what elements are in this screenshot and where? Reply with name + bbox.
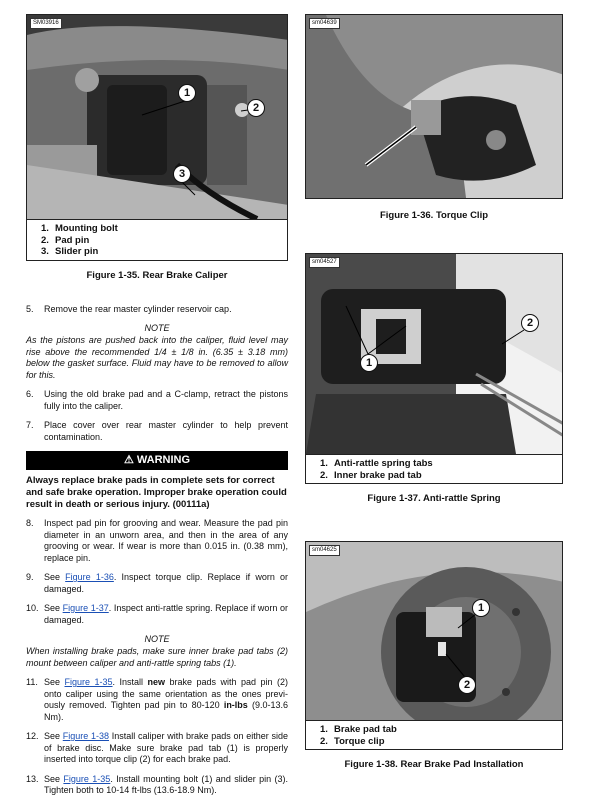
callout-1: 1 [472,599,490,617]
figure-1-38-link[interactable]: Figure 1-38 [62,731,110,741]
figure-legend [305,721,563,750]
rear-brake-pad-illustration [306,542,563,720]
anti-rattle-spring-illustration [306,254,563,454]
rear-brake-caliper-photo [26,14,288,220]
figure-id-tag: sm04625 [309,545,340,556]
step-5: 5. Remove the rear master cylinder reservoir cap. [26,303,232,314]
rear-brake-caliper-illustration [27,15,288,219]
step-6: 6. Using the old brake pad and a C-clamp, retract the pistons fully into the caliper. [26,389,288,411]
figure-1-37-link[interactable]: Figure 1-37 [62,603,109,613]
step-12: 12. See Figure 1-38 Install caliper with brake pads on either side of brake disc. Make sure brake pad tab (1) is properly inserted into torque clip (2) for each brake pad. [26,731,288,764]
step-9: 9. See Figure 1-36. Inspect torque clip. Replace if worn or damaged. [26,572,289,594]
note-heading: NOTE [144,323,170,333]
note-text: When installing brake pads, make sure inner brake pad tabs (2) mount between caliper and anti-rattle spring tabs (1). [26,646,288,668]
torque-clip-photo [305,14,563,199]
rear-brake-pad-installation-photo [305,541,563,721]
legend-item: 1. Mounting bolt [41,223,118,234]
figure-caption: Figure 1-37. Anti-rattle Spring [367,493,501,504]
figure-caption: Figure 1-35. Rear Brake Caliper [86,269,228,281]
figure-legend [305,455,563,484]
warning-icon: ⚠ [123,454,134,466]
note-text: As the pistons are pushed back into the caliper, fluid level may rise above the recommended 1/4 ± 1/8 in. (6.35 ± 3.18 mm) below the gasket surface. Fluid may have to be removed to allow for this. [26,335,288,380]
legend-item: 2. Pad pin [41,234,90,246]
legend-item: 1. Brake pad tab [320,724,397,735]
figure-id-tag: SM03916 [30,18,62,29]
callout-1: 1 [360,354,378,372]
figure-id-tag: sm04639 [309,18,340,29]
figure-1-35-link[interactable]: Figure 1-35 [63,773,111,784]
note-heading: NOTE [144,634,170,644]
legend-item: 2. Torque clip [320,735,385,747]
right-column [305,14,563,770]
legend-item: 2. Inner brake pad tab [320,469,422,481]
figure-caption: Figure 1-38. Rear Brake Pad Installation [344,759,524,770]
anti-rattle-spring-photo [305,253,563,455]
step-10: 10. See Figure 1-37. Inspect anti-rattle spring. Replace if worn or damaged. [26,603,288,625]
callout-1: 1 [178,84,196,102]
callout-2: 2 [521,314,539,332]
step-7: 7. Place cover over rear master cylinder to help prevent contamination. [26,420,288,442]
legend-item: 3. Slider pin [41,246,99,257]
callout-2: 2 [247,99,265,117]
legend-item: 1. Anti-rattle spring tabs [320,458,433,469]
figure-caption: Figure 1-36. Torque Clip [379,210,489,221]
figure-id-tag: sm04527 [309,257,340,268]
callout-2: 2 [458,676,476,694]
procedure-text [26,304,288,797]
figure-1-36-link[interactable]: Figure 1-36 [65,572,114,582]
step-13: 13. See Figure 1-35. Install mounting bolt (1) and slider pin (3). Tighten both to 10-14 ft-lbs (13.6-18.9 Nm). [26,773,288,795]
step-8: 8. Inspect pad pin for grooving and wear. Measure the pad pin diameter in an unworn area, and then in the area of any grooving or wear. If wear is more than 0.015 in. (0.38 mm), replace pin. [26,518,288,563]
figure-1-35-link[interactable]: Figure 1-35 [64,677,113,687]
figure-legend [26,220,288,261]
left-column [26,14,288,805]
warning-text: Always replace brake pads in complete sets for correct and safe brake operation. Improper brake operation could result in death or serious injury. (00111a) [26,475,287,510]
callout-3: 3 [173,165,191,183]
warning-banner: ⚠ WARNING [26,451,288,470]
step-11: 11. See Figure 1-35. Install new brake pads with pad pin (2) onto caliper using the same orientation as the ones previ-ously removed. Tighten pad pin to 80-120 in-lbs (9.0-13.6 Nm). [26,677,289,722]
torque-clip-illustration [306,15,563,198]
